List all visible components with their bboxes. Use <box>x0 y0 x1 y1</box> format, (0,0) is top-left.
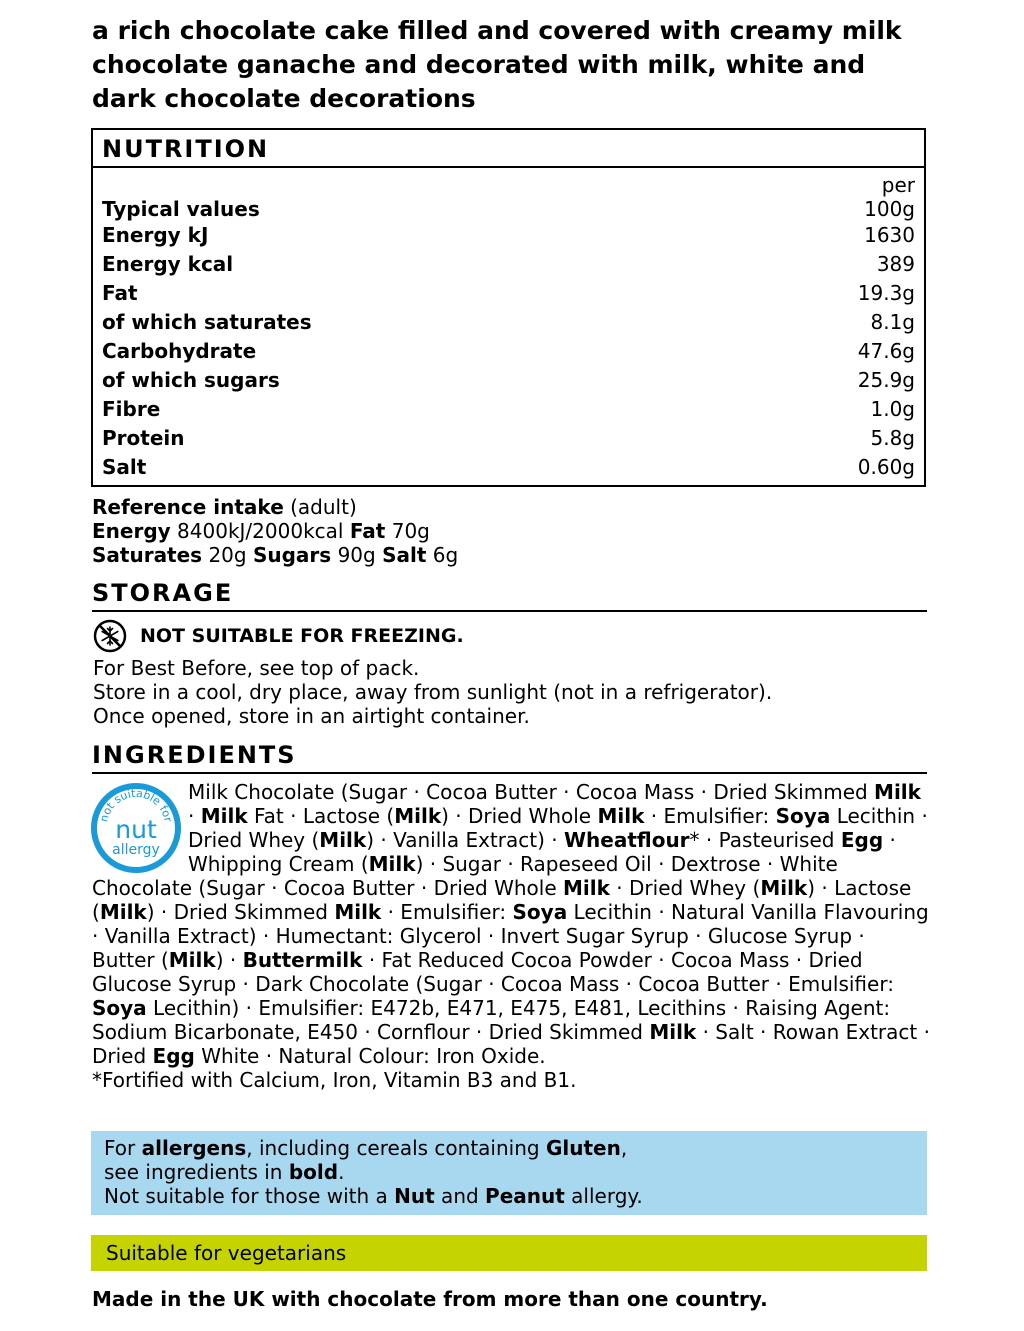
nutrient-value: 25.9g <box>857 368 915 392</box>
nutrition-row <box>102 337 915 366</box>
ref-saturates-value: 20g <box>208 543 247 567</box>
allergen-highlight: Soya <box>92 996 147 1020</box>
nutrient-value: 5.8g <box>870 426 915 450</box>
text-segment: Not suitable for those with a <box>104 1184 395 1208</box>
nutrient-label: of which saturates <box>102 310 312 334</box>
nutrition-row <box>102 308 915 337</box>
nutrient-value: 1.0g <box>870 397 915 421</box>
nutrition-rows <box>93 168 924 482</box>
reference-title: Reference intake <box>92 495 284 519</box>
freeze-warning-row <box>92 619 464 653</box>
text-segment: · <box>188 804 201 828</box>
text-segment: , <box>620 1136 628 1160</box>
nutrition-row <box>102 424 915 453</box>
text-segment: · Emulsifier: <box>644 804 776 828</box>
allergen-highlight: Soya <box>775 804 831 828</box>
allergen-highlight: Milk <box>319 828 367 852</box>
nutrition-row <box>102 279 915 308</box>
allergen-highlight: bold <box>288 1160 339 1184</box>
allergen-highlight: Milk <box>597 804 645 828</box>
nutrient-label: of which sugars <box>102 368 280 392</box>
text-segment: . <box>338 1160 345 1184</box>
text-segment: Milk Chocolate (Sugar · Cocoa Butter · Cocoa Mass · Dried Skimmed <box>188 780 875 804</box>
text-segment: ) · Lactose ( <box>92 876 912 924</box>
ref-salt-label: Salt <box>382 543 427 567</box>
text-segment: , including cereals containing <box>246 1136 546 1160</box>
allergen-highlight: Egg <box>840 828 884 852</box>
nutrition-title: NUTRITION <box>93 130 924 168</box>
nutrient-label: Carbohydrate <box>102 339 257 363</box>
ref-fat-label: Fat <box>349 519 386 543</box>
allergen-highlight: Milk <box>760 876 808 900</box>
text-segment: and <box>434 1184 486 1208</box>
badge-bottom-text: allergy <box>112 842 160 858</box>
text-segment: Fat · Lactose ( <box>247 804 395 828</box>
ref-sugars-value: 90g <box>337 543 376 567</box>
allergen-highlight: Buttermilk <box>242 948 363 972</box>
ingredients-list <box>92 780 930 1068</box>
product-description: a rich chocolate cake filled and covered with creamy milk chocolate ganache and decorated with milk, white and dark chocolate decorations <box>92 16 902 113</box>
storage-line: Once opened, store in an airtight container. <box>93 704 530 728</box>
vegetarian-banner: Suitable for vegetarians <box>91 1235 927 1271</box>
per-unit-header <box>864 173 915 221</box>
storage-line: For Best Before, see top of pack. <box>93 656 420 680</box>
allergen-highlight: Gluten <box>545 1136 621 1160</box>
text-segment: Lecithin · Natural Vanilla Flavouring · Vanilla Extract) · Humectant: Glycerol · Invert Sugar Syrup · Glucose Syrup · Butter ( <box>92 900 929 972</box>
allergen-advice-box <box>91 1131 927 1215</box>
text-segment: White · Natural Colour: Iron Oxide. <box>194 1044 546 1068</box>
nutrition-table <box>91 128 926 487</box>
allergen-highlight: Milk <box>334 900 382 924</box>
ref-fat-value: 70g <box>391 519 430 543</box>
allergen-highlight: Peanut <box>485 1184 565 1208</box>
allergen-highlight: Egg <box>152 1044 195 1068</box>
nutrient-value: 1630 <box>864 223 915 247</box>
text-segment: ) · Vanilla Extract) · <box>366 828 564 852</box>
reference-intake <box>92 495 932 567</box>
ingredients-footnote: *Fortified with Calcium, Iron, Vitamin B3 and B1. <box>92 1068 577 1092</box>
nut-allergy-badge-icon <box>90 782 182 874</box>
nutrient-label: Fibre <box>102 397 161 421</box>
nutrient-label: Energy kcal <box>102 252 234 276</box>
storage-line: Store in a cool, dry place, away from sunlight (not in a refrigerator). <box>93 680 773 704</box>
nutrition-row-list <box>102 221 915 482</box>
allergen-highlight: Milk <box>649 1020 697 1044</box>
text-segment: * · Pasteurised <box>689 828 841 852</box>
nutrient-value: 47.6g <box>857 339 915 363</box>
reference-qualifier: (adult) <box>290 495 357 519</box>
text-segment: see ingredients in <box>104 1160 289 1184</box>
nutrition-row <box>102 395 915 424</box>
allergen-highlight: Milk <box>368 852 416 876</box>
storage-instructions <box>93 656 923 728</box>
allergen-highlight: allergens <box>141 1136 247 1160</box>
per-label: per <box>881 173 915 197</box>
nutrition-header-row <box>102 173 915 221</box>
reference-line-3 <box>92 543 932 567</box>
text-segment: ) · Sugar · Rapeseed Oil · Dextrose · White Chocolate (Sugar · Cocoa Butter · Dried Whole <box>92 852 838 900</box>
allergen-highlight: Milk <box>563 876 610 900</box>
reference-line-2 <box>92 519 932 543</box>
allergen-highlight: Milk <box>200 804 248 828</box>
text-segment: Lecithin) · Emulsifier: E472b, E471, E475, E481, Lecithins · Raising Agent: Sodium Bicarbonate, E450 · Cornflour · Dried Skimmed <box>92 996 891 1044</box>
text-segment: · Dried Whey ( <box>609 876 761 900</box>
storage-title: STORAGE <box>92 577 927 612</box>
allergen-highlight: Milk <box>874 780 921 804</box>
nutrient-label: Protein <box>102 426 185 450</box>
nutrition-row <box>102 453 915 482</box>
text-segment: ) · Dried Skimmed <box>146 900 335 924</box>
ingredients-title: INGREDIENTS <box>92 739 927 774</box>
badge-top-text: not suitable for <box>97 786 175 824</box>
nutrient-value: 389 <box>876 252 915 276</box>
ref-energy-label: Energy <box>92 519 171 543</box>
reference-line-1 <box>92 495 932 519</box>
nutrition-row <box>102 221 915 250</box>
allergen-highlight: Milk <box>394 804 442 828</box>
nutrient-label: Fat <box>102 281 138 305</box>
origin-statement: Made in the UK with chocolate from more than one country. <box>92 1287 768 1311</box>
nutrition-row <box>102 366 915 395</box>
unit-label: 100g <box>864 197 915 221</box>
no-freeze-icon <box>92 618 128 654</box>
ref-energy-value: 8400kJ/2000kcal <box>177 519 344 543</box>
text-segment: · Emulsifier: <box>381 900 513 924</box>
text-segment: · Fat Reduced Cocoa Powder · Cocoa Mass · Dried Glucose Syrup · Dark Chocolate (Sugar · Cocoa Mass · Cocoa Butter · Emulsifier: <box>92 948 894 996</box>
text-segment: · Whipping Cream ( <box>188 828 896 876</box>
badge-main-text: nut <box>115 815 157 844</box>
text-segment: ) · <box>215 948 243 972</box>
ingredients-text <box>92 780 932 1092</box>
text-segment: ) · Dried Whole <box>441 804 598 828</box>
allergen-highlight: Wheatflour <box>563 828 690 852</box>
ref-saturates-label: Saturates <box>92 543 203 567</box>
text-segment: allergy. <box>564 1184 643 1208</box>
nutrient-label: Salt <box>102 455 147 479</box>
nutrient-value: 8.1g <box>870 310 915 334</box>
allergen-highlight: Milk <box>99 900 147 924</box>
text-segment: Lecithin · Dried Whey ( <box>188 804 928 852</box>
allergen-highlight: Milk <box>168 948 216 972</box>
freeze-warning-text: NOT SUITABLE FOR FREEZING. <box>140 625 464 647</box>
nutrition-row <box>102 250 915 279</box>
typical-values-label: Typical values <box>102 197 260 221</box>
ref-sugars-label: Sugars <box>252 543 332 567</box>
ref-salt-value: 6g <box>432 543 459 567</box>
nutrient-label: Energy kJ <box>102 223 209 247</box>
text-segment: For <box>104 1136 142 1160</box>
allergen-highlight: Nut <box>394 1184 435 1208</box>
allergen-highlight: Soya <box>512 900 568 924</box>
allergen-advice-text <box>104 1136 643 1208</box>
text-segment: · Salt · Rowan Extract · Dried <box>92 1020 930 1068</box>
nutrient-value: 0.60g <box>857 455 915 479</box>
nutrient-value: 19.3g <box>857 281 915 305</box>
